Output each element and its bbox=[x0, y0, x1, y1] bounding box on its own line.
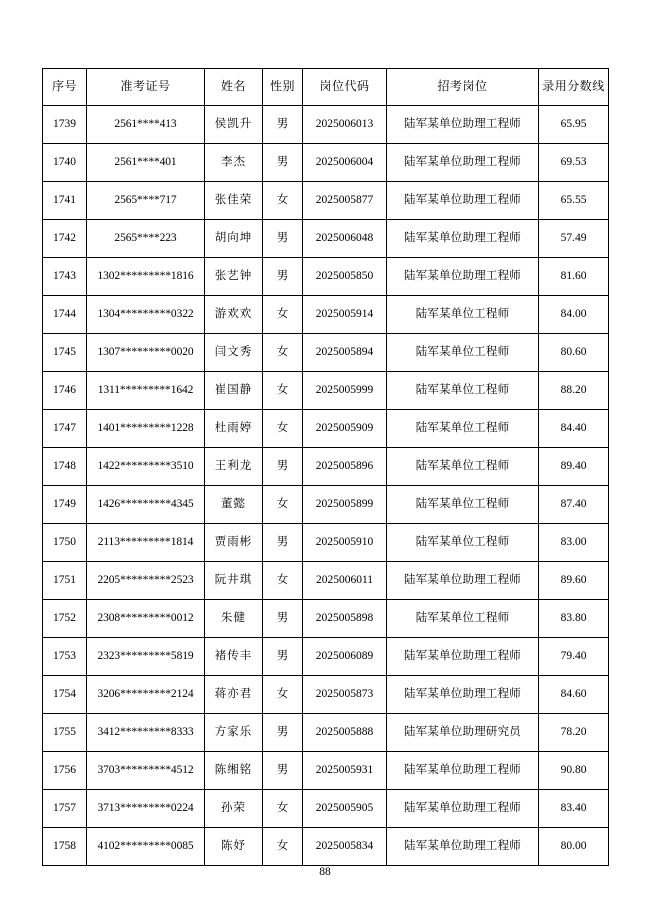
cell-name: 张佳荣 bbox=[205, 182, 263, 220]
table-row bbox=[43, 714, 609, 752]
cell-score: 81.60 bbox=[539, 258, 609, 296]
cell-position: 陆军某单位工程师 bbox=[387, 334, 539, 372]
admission-score-table bbox=[42, 68, 609, 866]
cell-position: 陆军某单位助理工程师 bbox=[387, 638, 539, 676]
cell-seq: 1755 bbox=[43, 714, 87, 752]
cell-gender: 女 bbox=[263, 182, 303, 220]
cell-ticket: 1401*********1228 bbox=[87, 410, 205, 448]
cell-gender: 女 bbox=[263, 790, 303, 828]
cell-position: 陆军某单位工程师 bbox=[387, 372, 539, 410]
cell-position-code: 2025005909 bbox=[303, 410, 387, 448]
cell-position: 陆军某单位助理工程师 bbox=[387, 562, 539, 600]
cell-ticket: 3703*********4512 bbox=[87, 752, 205, 790]
cell-ticket: 1311*********1642 bbox=[87, 372, 205, 410]
table-row bbox=[43, 638, 609, 676]
table-row bbox=[43, 182, 609, 220]
cell-ticket: 2565****223 bbox=[87, 220, 205, 258]
cell-seq: 1743 bbox=[43, 258, 87, 296]
cell-name: 胡向坤 bbox=[205, 220, 263, 258]
column-header-position: 招考岗位 bbox=[387, 69, 539, 106]
cell-name: 陈缃铭 bbox=[205, 752, 263, 790]
cell-score: 89.40 bbox=[539, 448, 609, 486]
table-row bbox=[43, 334, 609, 372]
cell-name: 张艺钟 bbox=[205, 258, 263, 296]
table-row bbox=[43, 296, 609, 334]
cell-name: 李杰 bbox=[205, 144, 263, 182]
cell-gender: 女 bbox=[263, 334, 303, 372]
table-row bbox=[43, 524, 609, 562]
cell-seq: 1746 bbox=[43, 372, 87, 410]
cell-ticket: 3713*********0224 bbox=[87, 790, 205, 828]
cell-position: 陆军某单位工程师 bbox=[387, 448, 539, 486]
cell-ticket: 2113*********1814 bbox=[87, 524, 205, 562]
cell-position-code: 2025006011 bbox=[303, 562, 387, 600]
column-header-seq: 序号 bbox=[43, 69, 87, 106]
cell-name: 侯凯升 bbox=[205, 106, 263, 144]
table-row bbox=[43, 600, 609, 638]
cell-name: 董懿 bbox=[205, 486, 263, 524]
cell-position-code: 2025005905 bbox=[303, 790, 387, 828]
table-header bbox=[43, 69, 609, 106]
table-row bbox=[43, 562, 609, 600]
cell-position-code: 2025005999 bbox=[303, 372, 387, 410]
cell-name: 贾雨彬 bbox=[205, 524, 263, 562]
cell-name: 孙荣 bbox=[205, 790, 263, 828]
column-header-ticket: 准考证号 bbox=[87, 69, 205, 106]
cell-score: 79.40 bbox=[539, 638, 609, 676]
cell-seq: 1753 bbox=[43, 638, 87, 676]
table-row bbox=[43, 372, 609, 410]
cell-seq: 1741 bbox=[43, 182, 87, 220]
cell-ticket: 2561****401 bbox=[87, 144, 205, 182]
cell-ticket: 1426*********4345 bbox=[87, 486, 205, 524]
cell-seq: 1744 bbox=[43, 296, 87, 334]
table-row bbox=[43, 486, 609, 524]
cell-position-code: 2025006048 bbox=[303, 220, 387, 258]
page-number: 88 bbox=[319, 866, 331, 878]
cell-ticket: 4102*********0085 bbox=[87, 828, 205, 866]
cell-score: 87.40 bbox=[539, 486, 609, 524]
cell-seq: 1745 bbox=[43, 334, 87, 372]
cell-seq: 1750 bbox=[43, 524, 87, 562]
cell-gender: 男 bbox=[263, 258, 303, 296]
cell-seq: 1740 bbox=[43, 144, 87, 182]
cell-seq: 1757 bbox=[43, 790, 87, 828]
cell-gender: 女 bbox=[263, 486, 303, 524]
cell-ticket: 1304*********0322 bbox=[87, 296, 205, 334]
cell-position-code: 2025005834 bbox=[303, 828, 387, 866]
table-row bbox=[43, 144, 609, 182]
table-row bbox=[43, 676, 609, 714]
cell-name: 崔国静 bbox=[205, 372, 263, 410]
cell-name: 褚传丰 bbox=[205, 638, 263, 676]
cell-ticket: 2308*********0012 bbox=[87, 600, 205, 638]
cell-position-code: 2025005896 bbox=[303, 448, 387, 486]
cell-position-code: 2025006004 bbox=[303, 144, 387, 182]
cell-seq: 1747 bbox=[43, 410, 87, 448]
cell-ticket: 3412*********8333 bbox=[87, 714, 205, 752]
table-body bbox=[43, 106, 609, 866]
cell-gender: 女 bbox=[263, 296, 303, 334]
cell-name: 蒋亦君 bbox=[205, 676, 263, 714]
cell-name: 阮井琪 bbox=[205, 562, 263, 600]
cell-score: 83.40 bbox=[539, 790, 609, 828]
cell-score: 83.80 bbox=[539, 600, 609, 638]
cell-position: 陆军某单位助理工程师 bbox=[387, 258, 539, 296]
cell-name: 陈妤 bbox=[205, 828, 263, 866]
cell-gender: 男 bbox=[263, 600, 303, 638]
cell-gender: 女 bbox=[263, 562, 303, 600]
cell-gender: 女 bbox=[263, 372, 303, 410]
cell-position: 陆军某单位助理工程师 bbox=[387, 790, 539, 828]
cell-seq: 1758 bbox=[43, 828, 87, 866]
column-header-position-code: 岗位代码 bbox=[303, 69, 387, 106]
cell-position-code: 2025005898 bbox=[303, 600, 387, 638]
table-row bbox=[43, 410, 609, 448]
cell-gender: 男 bbox=[263, 752, 303, 790]
cell-position-code: 2025005894 bbox=[303, 334, 387, 372]
cell-gender: 男 bbox=[263, 714, 303, 752]
cell-position-code: 2025006013 bbox=[303, 106, 387, 144]
cell-name: 朱健 bbox=[205, 600, 263, 638]
cell-position: 陆军某单位助理工程师 bbox=[387, 144, 539, 182]
cell-position: 陆军某单位助理工程师 bbox=[387, 752, 539, 790]
cell-seq: 1742 bbox=[43, 220, 87, 258]
cell-position: 陆军某单位助理工程师 bbox=[387, 220, 539, 258]
cell-gender: 女 bbox=[263, 828, 303, 866]
cell-name: 闫文秀 bbox=[205, 334, 263, 372]
table-row bbox=[43, 790, 609, 828]
cell-position-code: 2025005850 bbox=[303, 258, 387, 296]
cell-gender: 男 bbox=[263, 448, 303, 486]
cell-position: 陆军某单位助理研究员 bbox=[387, 714, 539, 752]
cell-score: 65.95 bbox=[539, 106, 609, 144]
cell-gender: 男 bbox=[263, 638, 303, 676]
column-header-gender: 性别 bbox=[263, 69, 303, 106]
cell-score: 88.20 bbox=[539, 372, 609, 410]
cell-score: 65.55 bbox=[539, 182, 609, 220]
table-row bbox=[43, 828, 609, 866]
cell-position: 陆军某单位工程师 bbox=[387, 486, 539, 524]
cell-score: 84.00 bbox=[539, 296, 609, 334]
cell-score: 90.80 bbox=[539, 752, 609, 790]
cell-name: 游欢欢 bbox=[205, 296, 263, 334]
column-header-name: 姓名 bbox=[205, 69, 263, 106]
cell-score: 83.00 bbox=[539, 524, 609, 562]
cell-gender: 男 bbox=[263, 144, 303, 182]
cell-position: 陆军某单位工程师 bbox=[387, 296, 539, 334]
table-row bbox=[43, 220, 609, 258]
cell-name: 方家乐 bbox=[205, 714, 263, 752]
cell-score: 84.60 bbox=[539, 676, 609, 714]
cell-seq: 1749 bbox=[43, 486, 87, 524]
cell-position: 陆军某单位助理工程师 bbox=[387, 828, 539, 866]
cell-position-code: 2025005899 bbox=[303, 486, 387, 524]
cell-score: 57.49 bbox=[539, 220, 609, 258]
cell-gender: 男 bbox=[263, 220, 303, 258]
cell-position: 陆军某单位助理工程师 bbox=[387, 676, 539, 714]
cell-position-code: 2025005910 bbox=[303, 524, 387, 562]
cell-position: 陆军某单位工程师 bbox=[387, 524, 539, 562]
cell-ticket: 1307*********0020 bbox=[87, 334, 205, 372]
cell-position-code: 2025005888 bbox=[303, 714, 387, 752]
cell-seq: 1754 bbox=[43, 676, 87, 714]
cell-ticket: 2565****717 bbox=[87, 182, 205, 220]
cell-name: 王利龙 bbox=[205, 448, 263, 486]
cell-position-code: 2025006089 bbox=[303, 638, 387, 676]
cell-ticket: 3206*********2124 bbox=[87, 676, 205, 714]
cell-seq: 1751 bbox=[43, 562, 87, 600]
cell-gender: 女 bbox=[263, 410, 303, 448]
cell-seq: 1739 bbox=[43, 106, 87, 144]
cell-position-code: 2025005877 bbox=[303, 182, 387, 220]
cell-position: 陆军某单位工程师 bbox=[387, 410, 539, 448]
table-row bbox=[43, 752, 609, 790]
cell-gender: 男 bbox=[263, 524, 303, 562]
cell-gender: 男 bbox=[263, 106, 303, 144]
cell-position: 陆军某单位助理工程师 bbox=[387, 106, 539, 144]
cell-seq: 1752 bbox=[43, 600, 87, 638]
table-row bbox=[43, 106, 609, 144]
column-header-score-line: 录用分数线 bbox=[539, 69, 609, 106]
cell-ticket: 1422*********3510 bbox=[87, 448, 205, 486]
cell-score: 80.00 bbox=[539, 828, 609, 866]
table-header-row bbox=[43, 69, 609, 106]
table-row bbox=[43, 448, 609, 486]
cell-ticket: 1302*********1816 bbox=[87, 258, 205, 296]
cell-score: 89.60 bbox=[539, 562, 609, 600]
cell-position-code: 2025005931 bbox=[303, 752, 387, 790]
cell-score: 69.53 bbox=[539, 144, 609, 182]
cell-ticket: 2205*********2523 bbox=[87, 562, 205, 600]
cell-position-code: 2025005873 bbox=[303, 676, 387, 714]
cell-position: 陆军某单位工程师 bbox=[387, 600, 539, 638]
cell-position: 陆军某单位助理工程师 bbox=[387, 182, 539, 220]
cell-name: 杜雨婷 bbox=[205, 410, 263, 448]
score-table-container bbox=[42, 68, 608, 866]
cell-seq: 1756 bbox=[43, 752, 87, 790]
cell-score: 84.40 bbox=[539, 410, 609, 448]
cell-seq: 1748 bbox=[43, 448, 87, 486]
cell-position-code: 2025005914 bbox=[303, 296, 387, 334]
cell-ticket: 2323*********5819 bbox=[87, 638, 205, 676]
cell-score: 78.20 bbox=[539, 714, 609, 752]
table-row bbox=[43, 258, 609, 296]
cell-gender: 女 bbox=[263, 676, 303, 714]
cell-score: 80.60 bbox=[539, 334, 609, 372]
cell-ticket: 2561****413 bbox=[87, 106, 205, 144]
